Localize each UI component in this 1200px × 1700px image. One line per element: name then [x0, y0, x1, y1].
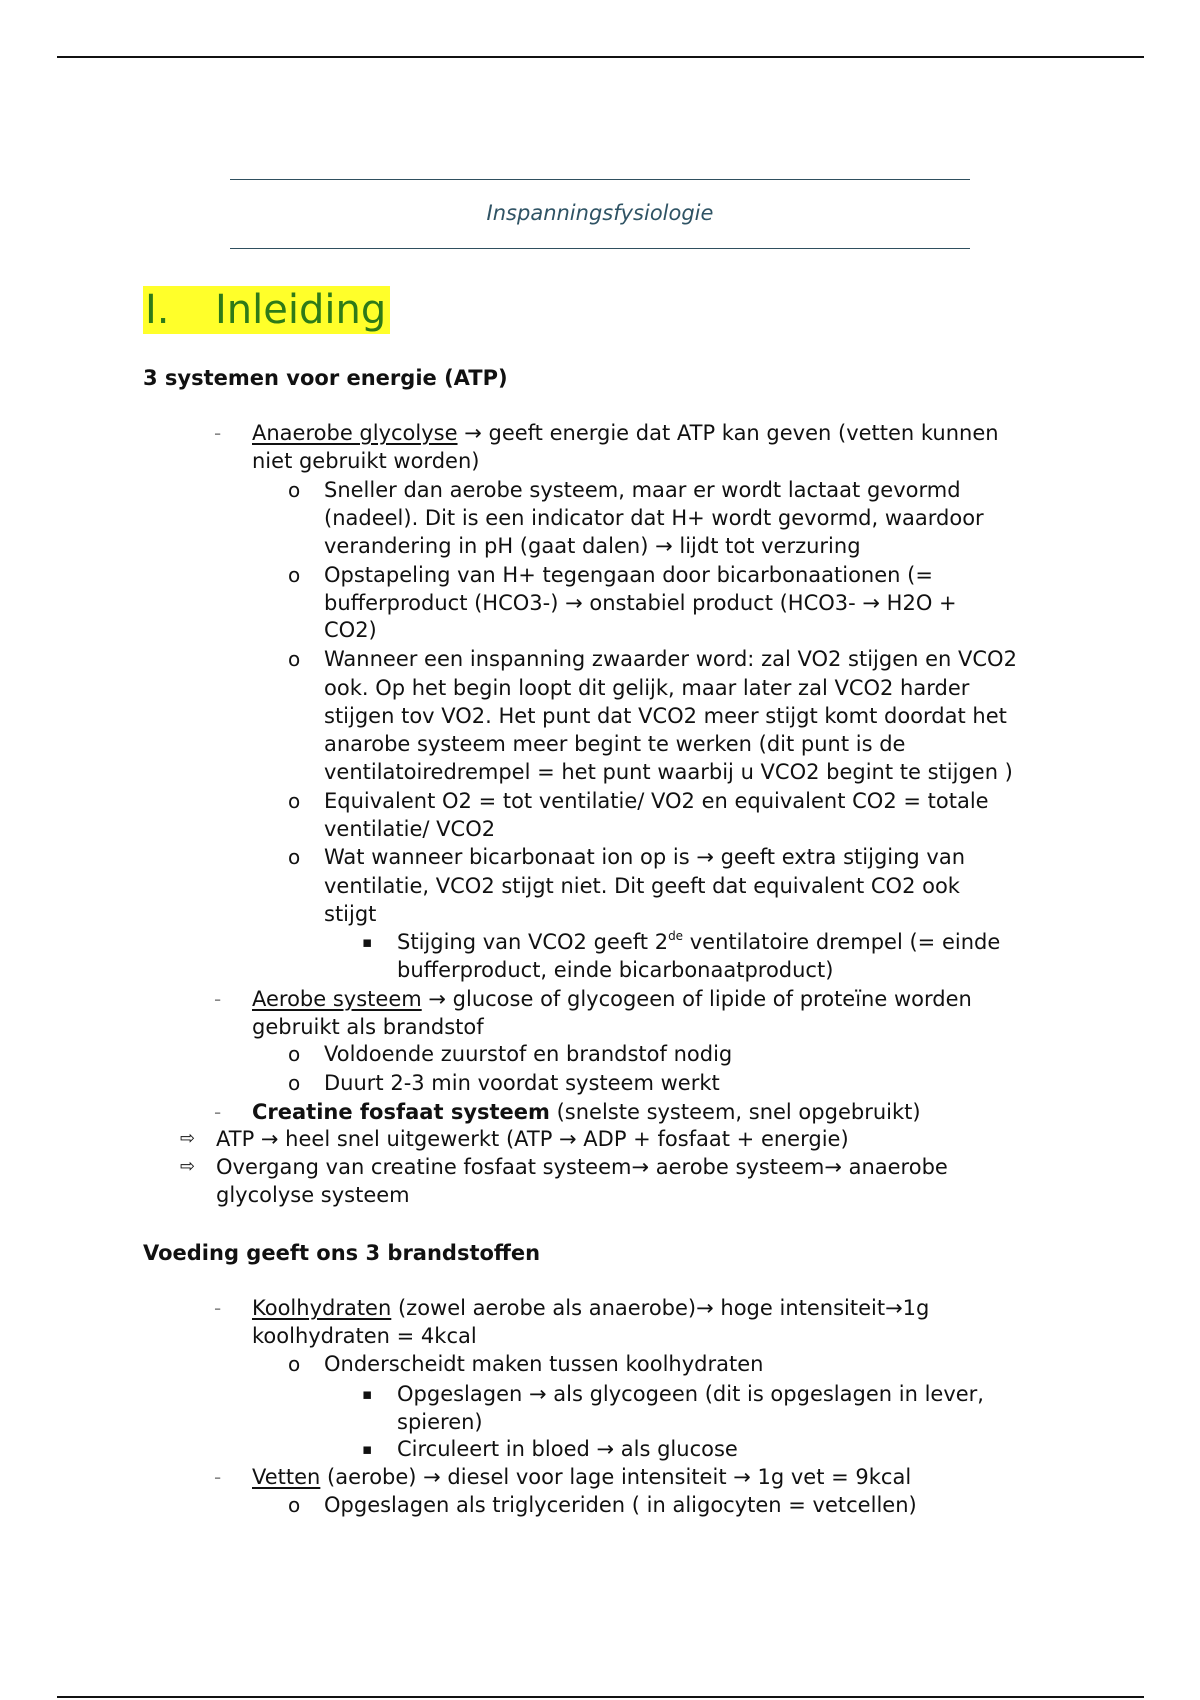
text-line: Sneller dan aerobe systeem, maar er wordt lactaat gevormd: [324, 478, 961, 502]
list-item-creatine: Creatine fosfaat systeem (snelste systeem, snel opgebruikt): [252, 1100, 921, 1124]
text-line: Wanneer een inspanning zwaarder word: zal VO2 stijgen en VCO2: [324, 647, 1017, 671]
term-anaerobe: Anaerobe glycolyse: [252, 421, 458, 445]
dash-marker: -: [214, 1100, 222, 1124]
text-line: bufferproduct, einde bicarbonaatproduct): [397, 958, 834, 982]
list-item-koolhydraten: Koolhydraten (zowel aerobe als anaerobe)→ hoge intensiteit→1g: [252, 1296, 930, 1320]
header-title: Inspanningsfysiologie: [486, 201, 714, 225]
text-line: ventilatoiredrempel = het punt waarbij u VCO2 begint te stijgen ): [324, 760, 1013, 784]
text-line: Stijging van VCO2 geeft 2de ventilatoire drempel (= einde: [397, 929, 1001, 954]
text-line: ventilatie/ VCO2: [324, 817, 496, 841]
circle-marker: o: [288, 478, 301, 502]
section-title-energie: 3 systemen voor energie (ATP): [143, 366, 508, 390]
dash-marker: -: [214, 421, 222, 445]
text-line: glycolyse systeem: [216, 1183, 410, 1207]
text-line: anarobe systeem meer begint te werken (dit punt is de: [324, 732, 906, 756]
term-creatine: Creatine fosfaat systeem: [252, 1100, 550, 1124]
circle-marker: o: [288, 1352, 301, 1376]
page-top-rule: [57, 56, 1144, 58]
heading-number: I.: [145, 287, 170, 333]
page-header: [230, 179, 970, 249]
circle-marker: o: [288, 845, 301, 869]
list-item-aerobe: Aerobe systeem → glucose of glycogeen of lipide of proteïne worden: [252, 987, 972, 1011]
text-line: (nadeel). Dit is een indicator dat H+ wordt gevormd, waardoor: [324, 506, 984, 530]
text-line: Duurt 2-3 min voordat systeem werkt: [324, 1071, 720, 1095]
text-line: ventilatie, VCO2 stijgt niet. Dit geeft dat equivalent CO2 ook: [324, 874, 960, 898]
list-item-anaerobe: Anaerobe glycolyse → geeft energie dat ATP kan geven (vetten kunnen: [252, 421, 999, 445]
text-line: stijgen tov VO2. Het punt dat VCO2 meer stijgt komt doordat het: [324, 704, 1007, 728]
term-aerobe: Aerobe systeem: [252, 987, 422, 1011]
circle-marker: o: [288, 563, 301, 587]
text-line: Onderscheidt maken tussen koolhydraten: [324, 1352, 764, 1376]
arrow-marker: ⇨: [180, 1128, 196, 1149]
square-marker: ▪: [362, 933, 373, 951]
text-line: Opgeslagen als triglyceriden ( in aligocyten = vetcellen): [324, 1493, 917, 1517]
arrow-marker: ⇨: [180, 1156, 196, 1177]
text-line: Opgeslagen → als glycogeen (dit is opgeslagen in lever,: [397, 1382, 984, 1406]
square-marker: ▪: [362, 1385, 373, 1403]
text-line: Circuleert in bloed → als glucose: [397, 1437, 738, 1461]
heading-inleiding: [143, 286, 390, 334]
text-line: Voldoende zuurstof en brandstof nodig: [324, 1042, 733, 1066]
dash-marker: -: [214, 1465, 222, 1489]
text-line: Opstapeling van H+ tegengaan door bicarbonaationen (=: [324, 563, 933, 587]
term-koolhydraten: Koolhydraten: [252, 1296, 392, 1320]
text-line: Overgang van creatine fosfaat systeem→ aerobe systeem→ anaerobe: [216, 1155, 948, 1179]
list-item-vetten: Vetten (aerobe) → diesel voor lage intensiteit → 1g vet = 9kcal: [252, 1465, 912, 1489]
circle-marker: o: [288, 647, 301, 671]
square-marker: ▪: [362, 1440, 373, 1458]
text-line: CO2): [324, 618, 377, 642]
text-line: niet gebruikt worden): [252, 449, 480, 473]
text-line: stijgt: [324, 902, 377, 926]
page-bottom-rule: [57, 1696, 1144, 1698]
section-title-voeding: Voeding geeft ons 3 brandstoffen: [143, 1241, 541, 1265]
circle-marker: o: [288, 1042, 301, 1066]
text-line: spieren): [397, 1410, 483, 1434]
circle-marker: o: [288, 1071, 301, 1095]
heading-title: Inleiding: [215, 287, 387, 333]
text-line: ATP → heel snel uitgewerkt (ATP → ADP + fosfaat + energie): [216, 1127, 849, 1151]
text-line: koolhydraten = 4kcal: [252, 1324, 477, 1348]
term-vetten: Vetten: [252, 1465, 321, 1489]
circle-marker: o: [288, 789, 301, 813]
text-line: Equivalent O2 = tot ventilatie/ VO2 en equivalent CO2 = totale: [324, 789, 989, 813]
dash-marker: -: [214, 1296, 222, 1320]
text-line: bufferproduct (HCO3-) → onstabiel product (HCO3- → H2O +: [324, 591, 957, 615]
text-line: Wat wanneer bicarbonaat ion op is → geeft extra stijging van: [324, 845, 966, 869]
dash-marker: -: [214, 987, 222, 1011]
circle-marker: o: [288, 1493, 301, 1517]
text-line: gebruikt als brandstof: [252, 1015, 484, 1039]
text-line: ook. Op het begin loopt dit gelijk, maar later zal VCO2 harder: [324, 676, 970, 700]
text-line: verandering in pH (gaat dalen) → lijdt tot verzuring: [324, 534, 861, 558]
